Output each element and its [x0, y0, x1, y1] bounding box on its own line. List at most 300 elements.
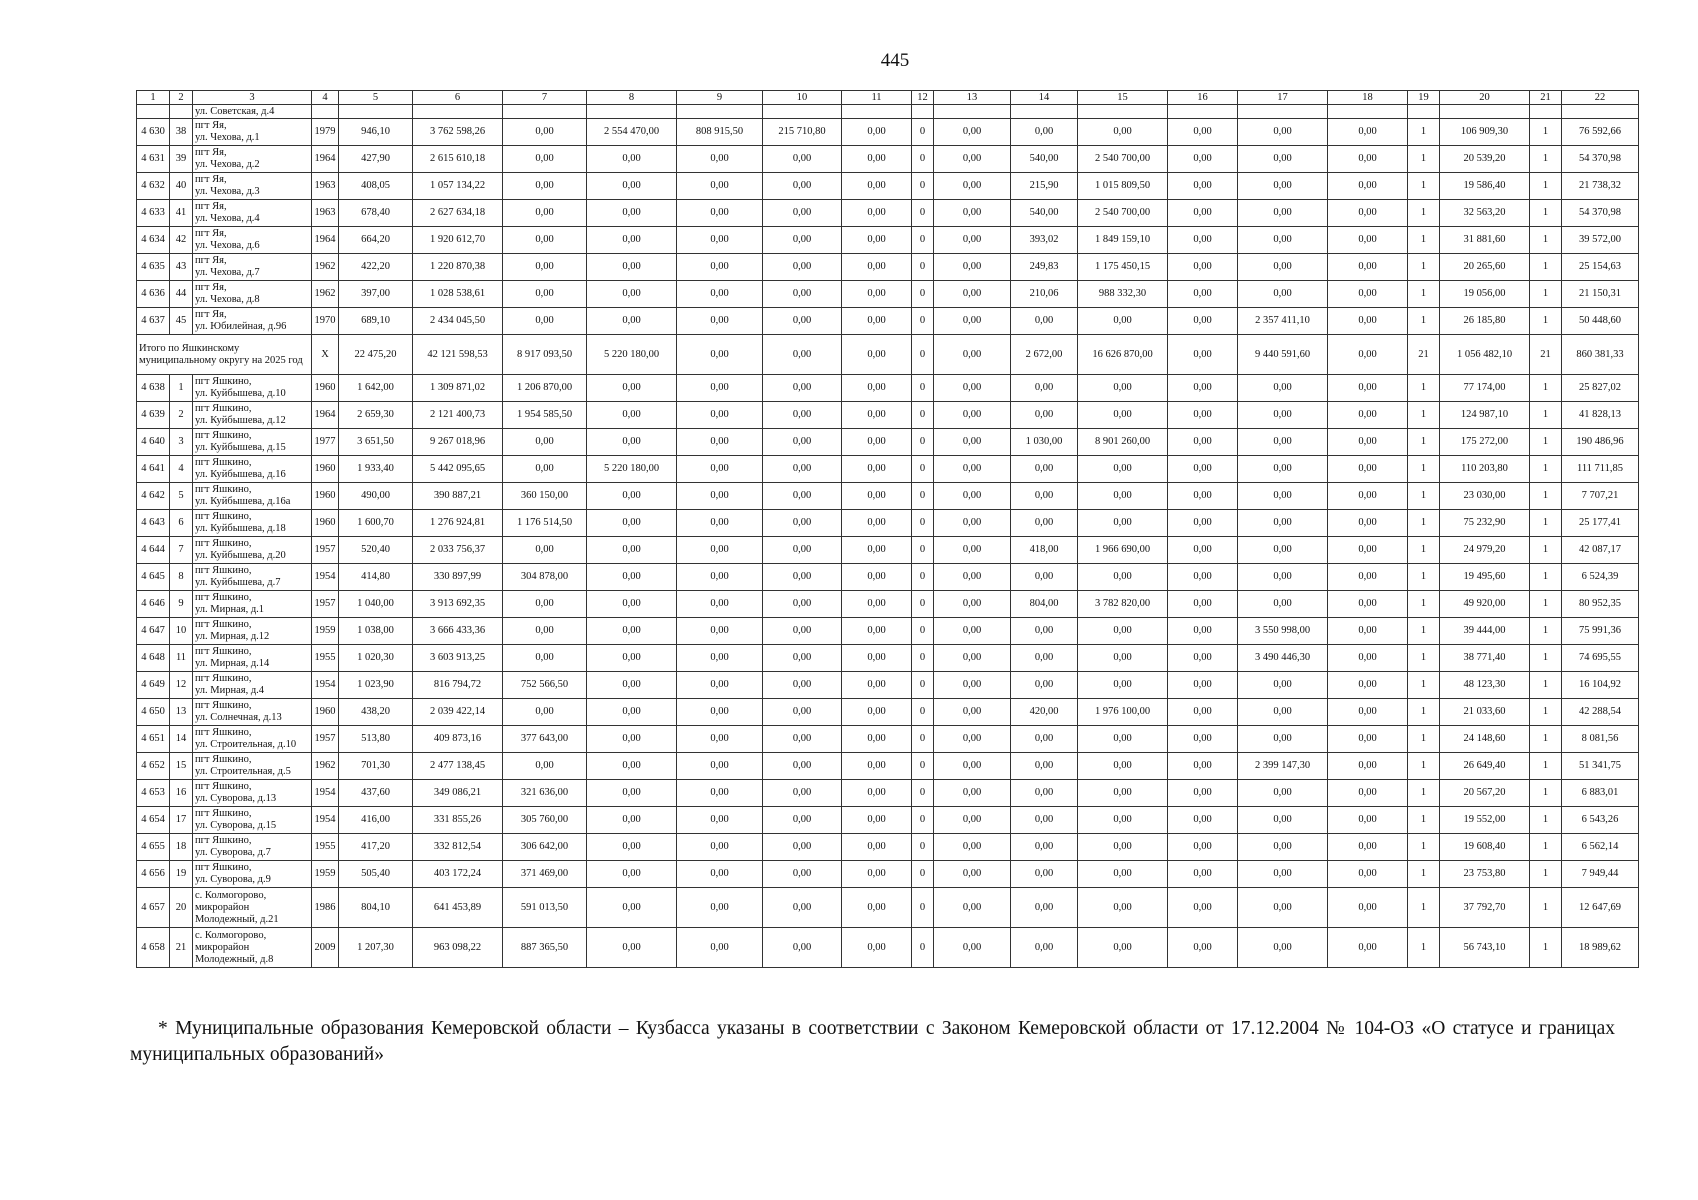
table-cell: 1 600,70	[339, 510, 413, 537]
table-cell: 0,00	[677, 173, 763, 200]
table-cell: 0,00	[842, 335, 912, 375]
table-cell: 0,00	[1238, 119, 1328, 146]
table-cell: 0,00	[1328, 672, 1408, 699]
table-cell: 0,00	[587, 510, 677, 537]
table-cell: 1	[1530, 456, 1562, 483]
table-cell: 4 657	[137, 888, 170, 928]
table-cell: 0,00	[1168, 119, 1238, 146]
table-cell: 25 177,41	[1562, 510, 1639, 537]
table-cell: 6	[413, 91, 503, 105]
table-cell: 0,00	[763, 753, 842, 780]
table-cell	[1328, 105, 1408, 119]
table-cell: 0,00	[842, 861, 912, 888]
table-cell: 111 711,85	[1562, 456, 1639, 483]
table-cell: 9	[170, 591, 193, 618]
table-cell: 1	[1530, 618, 1562, 645]
table-cell: 1 023,90	[339, 672, 413, 699]
table-cell: 1	[1408, 591, 1440, 618]
table-row	[137, 173, 1639, 200]
table-cell: 0,00	[763, 429, 842, 456]
table-cell: 0	[912, 618, 934, 645]
table-cell: 4	[312, 91, 339, 105]
table-cell: 1	[1530, 173, 1562, 200]
table-cell: 0,00	[1168, 726, 1238, 753]
table-cell: 540,00	[1011, 200, 1078, 227]
table-cell: 0	[912, 308, 934, 335]
address-cell: пгт Яя, ул. Чехова, д.8	[193, 281, 312, 308]
table-cell	[1440, 105, 1530, 119]
table-cell: 51 341,75	[1562, 753, 1639, 780]
table-cell: 0,00	[1328, 281, 1408, 308]
table-cell: 8 917 093,50	[503, 335, 587, 375]
table-cell: 0,00	[934, 807, 1011, 834]
table-cell	[503, 105, 587, 119]
table-cell: 23 030,00	[1440, 483, 1530, 510]
table-cell: 1 206 870,00	[503, 375, 587, 402]
table-cell: 1	[1408, 200, 1440, 227]
table-row	[137, 119, 1639, 146]
table-cell: 0,00	[1238, 928, 1328, 968]
table-cell: 0,00	[1011, 672, 1078, 699]
table-cell: 0,00	[842, 200, 912, 227]
table-cell: 17	[1238, 91, 1328, 105]
table-cell: 332 812,54	[413, 834, 503, 861]
table-cell: 1977	[312, 429, 339, 456]
table-cell: 2 033 756,37	[413, 537, 503, 564]
table-cell: 0,00	[1328, 375, 1408, 402]
table-cell: 0,00	[842, 456, 912, 483]
table-cell: 0,00	[587, 402, 677, 429]
table-cell: 0,00	[842, 537, 912, 564]
table-cell: 1 976 100,00	[1078, 699, 1168, 726]
table-cell: 1970	[312, 308, 339, 335]
table-cell: 591 013,50	[503, 888, 587, 928]
table-cell: 22	[1562, 91, 1639, 105]
table-cell: 3 666 433,36	[413, 618, 503, 645]
table-cell: 0,00	[677, 726, 763, 753]
address-cell: Итого по Яшкинскому муниципальному округу на 2025 год	[137, 335, 312, 375]
table-cell: 0,00	[1078, 645, 1168, 672]
table-cell: 2 672,00	[1011, 335, 1078, 375]
table-row	[137, 591, 1639, 618]
table-cell: 1959	[312, 861, 339, 888]
table-row	[137, 861, 1639, 888]
table-cell: 0,00	[763, 699, 842, 726]
table-cell: 54 370,98	[1562, 146, 1639, 173]
table-cell: 0,00	[503, 200, 587, 227]
table-cell: 0	[912, 254, 934, 281]
table-cell: 0,00	[1238, 591, 1328, 618]
table-cell: 0,00	[934, 726, 1011, 753]
table-cell: 0,00	[677, 591, 763, 618]
table-cell: 4 639	[137, 402, 170, 429]
table-cell: 1 276 924,81	[413, 510, 503, 537]
table-cell: 124 987,10	[1440, 402, 1530, 429]
table-cell: 1	[1530, 281, 1562, 308]
table-cell: 0,00	[1078, 726, 1168, 753]
table-cell: 0,00	[1168, 861, 1238, 888]
table-cell: 3 651,50	[339, 429, 413, 456]
table-cell: 45	[170, 308, 193, 335]
table-cell: 16 626 870,00	[1078, 335, 1168, 375]
table-cell: 0,00	[1238, 537, 1328, 564]
table-cell: 0,00	[1238, 834, 1328, 861]
table-cell: 6 883,01	[1562, 780, 1639, 807]
table-cell: 1960	[312, 483, 339, 510]
table-cell: 7	[503, 91, 587, 105]
table-cell: 6 543,26	[1562, 807, 1639, 834]
table-cell: 0	[912, 699, 934, 726]
table-cell: 0,00	[763, 645, 842, 672]
table-cell: 0	[912, 402, 934, 429]
table-cell: 4 638	[137, 375, 170, 402]
table-cell: 1 057 134,22	[413, 173, 503, 200]
table-cell: 4 641	[137, 456, 170, 483]
table-cell: 0	[912, 335, 934, 375]
table-cell: 175 272,00	[1440, 429, 1530, 456]
table-cell: 0	[912, 780, 934, 807]
table-cell: 0,00	[1011, 510, 1078, 537]
table-cell: 0,00	[1328, 645, 1408, 672]
table-cell: 1	[1408, 119, 1440, 146]
table-cell: 26 649,40	[1440, 753, 1530, 780]
table-cell: 2009	[312, 928, 339, 968]
table-cell: 420,00	[1011, 699, 1078, 726]
table-cell: 0,00	[934, 510, 1011, 537]
table-cell: 0,00	[1328, 227, 1408, 254]
table-cell: 1 176 514,50	[503, 510, 587, 537]
table-cell: 21	[1530, 91, 1562, 105]
table-cell: 1960	[312, 699, 339, 726]
table-cell: 0,00	[1078, 672, 1168, 699]
table-cell: 0,00	[1328, 726, 1408, 753]
table-cell: 0,00	[763, 375, 842, 402]
table-cell: 1954	[312, 672, 339, 699]
table-cell: 2 659,30	[339, 402, 413, 429]
table-cell: 1 038,00	[339, 618, 413, 645]
address-cell: пгт Яя, ул. Чехова, д.2	[193, 146, 312, 173]
table-cell: 0,00	[1328, 456, 1408, 483]
table-cell: 540,00	[1011, 146, 1078, 173]
table-cell: 20 539,20	[1440, 146, 1530, 173]
table-cell: 0,00	[587, 537, 677, 564]
table-cell: 0,00	[934, 928, 1011, 968]
table-cell: 0,00	[934, 375, 1011, 402]
table-cell: 0	[912, 200, 934, 227]
table-cell: 887 365,50	[503, 928, 587, 968]
table-cell: 0,00	[934, 308, 1011, 335]
table-row	[137, 699, 1639, 726]
table-cell: 1 015 809,50	[1078, 173, 1168, 200]
table-cell: 0,00	[1328, 807, 1408, 834]
table-cell: 0,00	[503, 645, 587, 672]
table-cell: 0,00	[842, 254, 912, 281]
table-cell: 1	[1530, 564, 1562, 591]
table-cell: 76 592,66	[1562, 119, 1639, 146]
table-cell: 0,00	[1168, 834, 1238, 861]
table-cell: 0,00	[677, 456, 763, 483]
table-cell: 4 632	[137, 173, 170, 200]
table-cell: 0,00	[842, 780, 912, 807]
table-cell: 1	[1530, 402, 1562, 429]
table-row	[137, 753, 1639, 780]
table-cell: 0,00	[677, 564, 763, 591]
table-cell: 0,00	[1238, 254, 1328, 281]
table-cell: 0	[912, 429, 934, 456]
table-cell: 321 636,00	[503, 780, 587, 807]
table-cell: 0,00	[934, 564, 1011, 591]
table-cell: 4 650	[137, 699, 170, 726]
table-cell: 1 056 482,10	[1440, 335, 1530, 375]
table-cell: 2 615 610,18	[413, 146, 503, 173]
table-cell: 0,00	[763, 928, 842, 968]
table-cell: 0,00	[934, 591, 1011, 618]
table-cell: 3 782 820,00	[1078, 591, 1168, 618]
table-cell: 0,00	[1168, 753, 1238, 780]
table-cell: 305 760,00	[503, 807, 587, 834]
table-cell: 44	[170, 281, 193, 308]
table-cell: 24 148,60	[1440, 726, 1530, 753]
table-cell: 1	[1408, 227, 1440, 254]
table-row	[137, 483, 1639, 510]
table-cell: 438,20	[339, 699, 413, 726]
table-cell: 0,00	[1078, 308, 1168, 335]
table-cell: 1 954 585,50	[503, 402, 587, 429]
table-cell: 0,00	[587, 375, 677, 402]
table-cell: 1	[1530, 726, 1562, 753]
table-cell: 0,00	[763, 281, 842, 308]
table-cell: 19 608,40	[1440, 834, 1530, 861]
table-cell: 56 743,10	[1440, 928, 1530, 968]
address-cell: пгт Яшкино, ул. Куйбышева, д.16	[193, 456, 312, 483]
table-cell: 2 627 634,18	[413, 200, 503, 227]
table-cell: 0,00	[1328, 618, 1408, 645]
table-cell: 0,00	[1168, 173, 1238, 200]
table-cell: 0,00	[1238, 564, 1328, 591]
table-cell: 1	[1530, 591, 1562, 618]
table-cell: 664,20	[339, 227, 413, 254]
table-cell: 0,00	[842, 888, 912, 928]
table-cell: 0,00	[503, 281, 587, 308]
table-cell: 403 172,24	[413, 861, 503, 888]
table-cell: 0,00	[1328, 699, 1408, 726]
table-cell: 678,40	[339, 200, 413, 227]
table-cell: 0,00	[1168, 375, 1238, 402]
table-cell: 641 453,89	[413, 888, 503, 928]
table-cell: 16	[1168, 91, 1238, 105]
table-cell: 1	[1408, 173, 1440, 200]
table-cell: 371 469,00	[503, 861, 587, 888]
table-cell: 4 635	[137, 254, 170, 281]
table-cell: 860 381,33	[1562, 335, 1639, 375]
table-cell: 0,00	[934, 834, 1011, 861]
table-cell	[1530, 105, 1562, 119]
table-cell: 330 897,99	[413, 564, 503, 591]
table-cell: 0,00	[1328, 928, 1408, 968]
table-cell: 16 104,92	[1562, 672, 1639, 699]
table-cell: 0,00	[677, 618, 763, 645]
address-cell: пгт Яшкино, ул. Мирная, д.4	[193, 672, 312, 699]
table-cell: 1	[1408, 510, 1440, 537]
address-cell: пгт Яя, ул. Чехова, д.3	[193, 173, 312, 200]
table-cell: 490,00	[339, 483, 413, 510]
table-cell: 4 658	[137, 928, 170, 968]
table-cell: 1	[1408, 888, 1440, 928]
table-cell: 37 792,70	[1440, 888, 1530, 928]
table-cell: 0,00	[587, 753, 677, 780]
table-cell: 1	[1530, 308, 1562, 335]
table-cell: 0,00	[934, 200, 1011, 227]
table-cell: 2	[170, 402, 193, 429]
page-number: 445	[880, 50, 910, 71]
table-cell: 0,00	[1168, 227, 1238, 254]
table-cell: 349 086,21	[413, 780, 503, 807]
table-cell: 20	[1440, 91, 1530, 105]
table-cell: 1	[1408, 834, 1440, 861]
table-cell: 0	[912, 375, 934, 402]
table-row	[137, 726, 1639, 753]
table-cell: 0,00	[587, 645, 677, 672]
table-cell: 0,00	[1011, 753, 1078, 780]
table-cell: 689,10	[339, 308, 413, 335]
table-cell: 1	[1408, 645, 1440, 672]
table-cell: 6 562,14	[1562, 834, 1639, 861]
table-cell: 0,00	[1011, 645, 1078, 672]
table-cell: 0,00	[934, 119, 1011, 146]
table-cell: 0,00	[934, 537, 1011, 564]
table-cell: 0,00	[677, 308, 763, 335]
table-cell: 4 630	[137, 119, 170, 146]
table-cell: 5 442 095,65	[413, 456, 503, 483]
table-cell: 0,00	[842, 645, 912, 672]
table-cell: 1	[1530, 807, 1562, 834]
table-cell: 0,00	[1238, 429, 1328, 456]
table-cell: 0,00	[934, 483, 1011, 510]
table-cell: 0,00	[503, 591, 587, 618]
table-row	[137, 105, 1639, 119]
table-cell: 390 887,21	[413, 483, 503, 510]
table-cell: 0,00	[1011, 861, 1078, 888]
table-cell: 1 849 159,10	[1078, 227, 1168, 254]
table-cell: 1962	[312, 753, 339, 780]
table-cell: 42 087,17	[1562, 537, 1639, 564]
table-cell: 2 540 700,00	[1078, 200, 1168, 227]
table-cell: 0,00	[1011, 375, 1078, 402]
table-cell: 12	[912, 91, 934, 105]
table-cell: 0,00	[677, 375, 763, 402]
table-cell: 1	[1408, 807, 1440, 834]
table-cell: 0,00	[842, 227, 912, 254]
table-cell: 4 656	[137, 861, 170, 888]
table-cell: 0,00	[763, 308, 842, 335]
table-cell: 0,00	[763, 227, 842, 254]
table-cell: 0,00	[587, 200, 677, 227]
table-cell: 1	[1530, 119, 1562, 146]
table-cell: 0,00	[1168, 254, 1238, 281]
table-cell: 41	[170, 200, 193, 227]
table-cell: 0,00	[1328, 429, 1408, 456]
table-cell: 0,00	[1168, 591, 1238, 618]
table-cell: 437,60	[339, 780, 413, 807]
table-cell: 4	[170, 456, 193, 483]
register-table	[136, 90, 1639, 968]
table-cell: 0,00	[763, 483, 842, 510]
table-cell: 1	[170, 375, 193, 402]
table-cell: 3	[193, 91, 312, 105]
table-row	[137, 402, 1639, 429]
table-cell: 2 039 422,14	[413, 699, 503, 726]
address-cell: пгт Яшкино, ул. Мирная, д.14	[193, 645, 312, 672]
table-cell: 0,00	[1011, 402, 1078, 429]
table-cell: 21	[170, 928, 193, 968]
address-cell: пгт Яя, ул. Чехова, д.6	[193, 227, 312, 254]
address-cell: пгт Яя, ул. Чехова, д.1	[193, 119, 312, 146]
table-cell	[1168, 105, 1238, 119]
table-cell: 0,00	[1328, 888, 1408, 928]
table-cell: 0,00	[763, 200, 842, 227]
table-cell: 0,00	[1328, 834, 1408, 861]
table-cell: 513,80	[339, 726, 413, 753]
table-cell: 0,00	[1328, 335, 1408, 375]
table-cell: 0,00	[677, 146, 763, 173]
table-cell: 0,00	[677, 200, 763, 227]
table-cell: 0,00	[1238, 861, 1328, 888]
table-cell: 48 123,30	[1440, 672, 1530, 699]
table-cell: 0,00	[763, 780, 842, 807]
table-cell: 1955	[312, 834, 339, 861]
table-cell: 249,83	[1011, 254, 1078, 281]
table-row	[137, 780, 1639, 807]
table-cell: 0,00	[503, 429, 587, 456]
table-cell: 0,00	[763, 807, 842, 834]
table-cell: 0,00	[1011, 834, 1078, 861]
table-cell: 5 220 180,00	[587, 335, 677, 375]
table-cell: 0,00	[1168, 780, 1238, 807]
table-cell: 21 150,31	[1562, 281, 1639, 308]
address-cell: пгт Яшкино, ул. Куйбышева, д.18	[193, 510, 312, 537]
table-cell: 0,00	[1078, 888, 1168, 928]
table-cell: 1	[1408, 429, 1440, 456]
table-row	[137, 510, 1639, 537]
table-cell: 1 309 871,02	[413, 375, 503, 402]
column-number-row	[137, 91, 1639, 105]
address-cell: пгт Яшкино, ул. Мирная, д.1	[193, 591, 312, 618]
table-row	[137, 672, 1639, 699]
table-cell: 0,00	[842, 308, 912, 335]
table-cell: 0,00	[677, 510, 763, 537]
table-row	[137, 281, 1639, 308]
table-cell: 0,00	[677, 483, 763, 510]
table-cell: 1	[1530, 672, 1562, 699]
address-cell: пгт Яшкино, ул. Суворова, д.9	[193, 861, 312, 888]
table-cell: 1	[1408, 402, 1440, 429]
table-cell: 0,00	[677, 753, 763, 780]
table-cell: 0,00	[587, 173, 677, 200]
table-cell: 31 881,60	[1440, 227, 1530, 254]
table-cell: 0,00	[842, 146, 912, 173]
table-cell: 1 175 450,15	[1078, 254, 1168, 281]
table-cell: 0,00	[763, 726, 842, 753]
table-cell: 0,00	[934, 254, 1011, 281]
table-cell: 1	[1530, 146, 1562, 173]
table-cell: 0,00	[1168, 483, 1238, 510]
table-cell: 0,00	[1078, 780, 1168, 807]
table-cell: 1960	[312, 456, 339, 483]
table-cell: 42	[170, 227, 193, 254]
table-cell: 75 232,90	[1440, 510, 1530, 537]
table-cell	[170, 105, 193, 119]
table-cell: 19 552,00	[1440, 807, 1530, 834]
